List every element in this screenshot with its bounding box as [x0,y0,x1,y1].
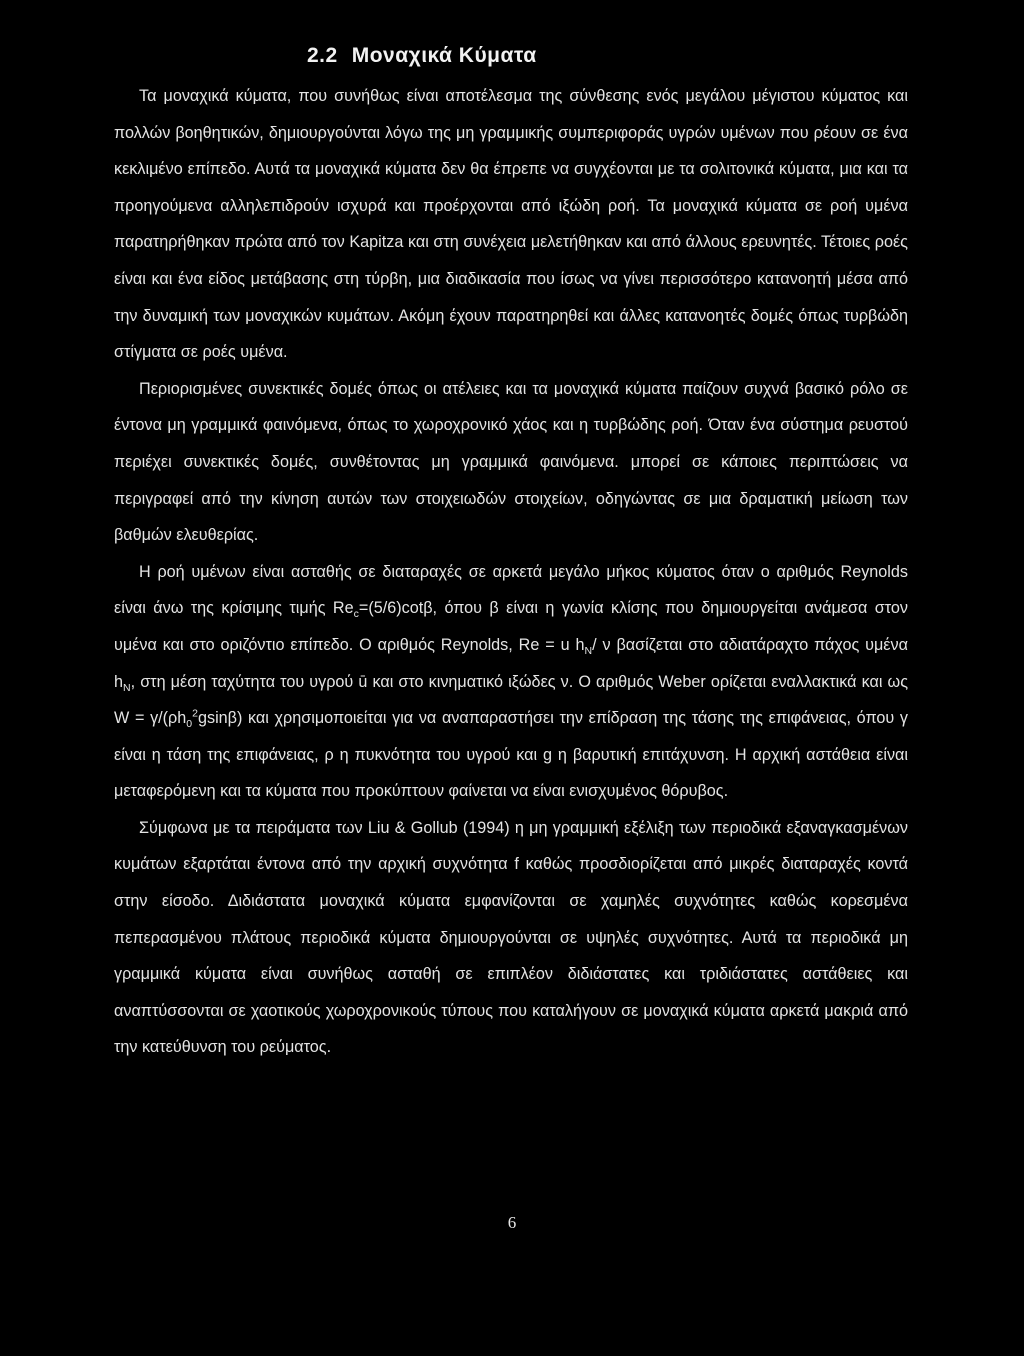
page-number: 6 [507,1213,517,1232]
paragraph-3-part-e: gsinβ) και χρησιμοποιείται για να αναπαραστήσει την επίδραση της τάσης της επιφάνειας, όπου γ είναι η τάση της επιφάνειας, ρ η πυκνότητα του υγρού και g η βαρυτική επιτάχυνση. Η αρχική αστάθεια είναι μεταφερόμενη και τα κύματα που προκύπτουν φαίνεται να είναι ενισχυμένος θόρυβος. [114,709,909,801]
paragraph-3-part-b: =(5/6)cotβ, όπου β είναι η γωνία κλίσης που δημιουργείται ανάμεσα στον υμένα και στο οριζόντιο επίπεδο. Ο αριθμός Reynolds, Re = u h [114,599,908,654]
body-text [114,78,908,1066]
paragraph-3-part-a: Η ροή υμένων είναι ασταθής σε διαταραχές σε αρκετά μεγάλο μήκος κύματος όταν ο αριθμός Reynolds είναι άνω της κρίσιμης τιμής Re [114,562,908,618]
hn-subscript: N [584,645,593,658]
h0-subscript: 0 [186,718,193,731]
paragraph-2: Περιορισμένες συνεκτικές δομές όπως οι ατέλειες και τα μοναχικά κύματα παίζουν συχνά βασικό ρόλο σε έντονα μη γραμμικά φαινόμενα, όπως το χωροχρονικό χάος και η τυρβώδης ροή. Όταν ένα σύστημα ρευστού περιέχει συνεκτικές δομές, συνθέτοντας μη γραμμικά φαινόμενα. μπορεί σε κάποιες περιπτώσεις να περιγραφεί από την κίνηση αυτών των στοιχειωδών στοιχείων, οδηγώντας σε μια δραματική μείωση των βαθμών ελευθερίας. [114,379,908,545]
section-title [307,44,537,68]
paragraph-3-part-c: / ν βασίζεται στο αδιατάραχτο πάχος υμένα h [114,635,908,691]
section-number: 2.2 [307,44,338,67]
paragraph-3-part-d: , στη μέση ταχύτητα του υγρού ū και στο κινηματικό ιξώδες ν. Ο αριθμός Weber ορίζεται εναλλακτικά και ως W = γ/(ρh [114,672,908,728]
squared-superscript: 2 [192,707,198,720]
critical-reynolds-subscript: c [353,608,359,621]
paragraph-3 [114,554,908,810]
paragraph-4: Σύμφωνα με τα πειράματα των Liu & Gollub (1994) η μη γραμμική εξέλιξη των περιοδικά εξαναγκασμένων κυμάτων εξαρτάται έντονα από την αρχική συχνότητα f καθώς προσδιορίζεται από μικρές διαταραχές κοντά στην είσοδο. Διδιάστατα μοναχικά κύματα εμφανίζονται σε χαμηλές συχνότητες καθώς κορεσμένα πεπερασμένου πλάτους περιοδικά κύματα δημιουργούνται σε υψηλές συχνότητες. Αυτά τα περιοδικά μη γραμμικά κύματα είναι συνήθως ασταθή σε επιπλέον διδιάστατες και τριδιάστατες αστάθειες και αναπτύσσονται σε χαοτικούς χωροχρονικούς τύπους που καταλήγουν σε μοναχικά κύματα αρκετά μακριά από την κατεύθυνση του ρεύματος. [114,818,908,1057]
hn-subscript-2: N [123,681,131,694]
paragraph-1: Τα μοναχικά κύματα, που συνήθως είναι αποτέλεσμα της σύνθεσης ενός μεγάλου μέγιστου κύματος και πολλών βοηθητικών, δημιουργούνται λόγω της μη γραμμικής συμπεριφοράς υγρών υμένων που ρέουν σε ένα κεκλιμένο επίπεδο. Αυτά τα μοναχικά κύματα δεν θα έπρεπε να συγχέονται με τα σολιτονικά κύματα, μια και τα προηγούμενα αλληλεπιδρούν ισχυρά και προέρχονται από ιξώδη ροή. Τα μοναχικά κύματα σε ροή υμένα παρατηρήθηκαν πρώτα από τον Kapitza και στη συνέχεια μελετήθηκαν και από άλλους ερευνητές. Τέτοιες ροές είναι και ένα είδος μετάβασης στη τύρβη, μια διαδικασία που ίσως να γίνει περισσότερο κατανοητή μέσα από την δυναμική των μοναχικών κυμάτων. Ακόμη έχουν παρατηρηθεί και άλλες κατανοητές δομές όπως τυρβώδη στίγματα σε ροές υμένα. [114,87,908,362]
section-title-text: Μοναχικά Κύματα [351,44,537,67]
